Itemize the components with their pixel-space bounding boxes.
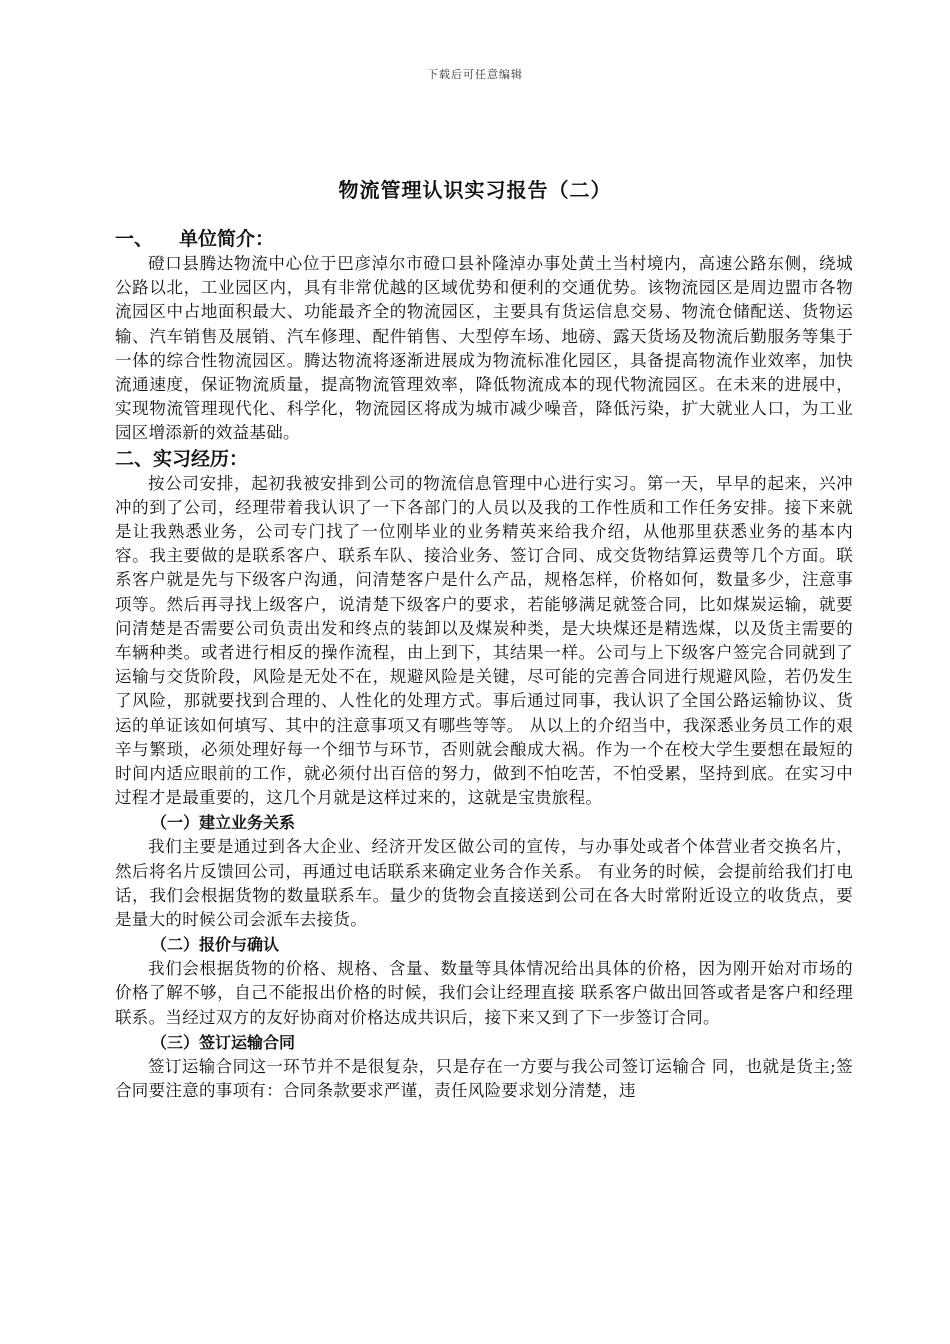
document-body <box>115 226 853 1103</box>
section-paragraph-internship: 按公司安排，起初我被安排到公司的物流信息管理中心进行实习。第一天，早早的起来，兴冲冲的到了公司，经理带着我认识了一下各部门的人员以及我的工作性质和工作任务安排。接下来就是让我熟悉业务，公司专门找了一位刚毕业的业务精英来给我介绍，从他那里获悉业务的基本内容。我主要做的是联系客户、联系车队、接洽业务、签订合同、成交货物结算运费等几个方面。联系客户就是先与下级客户沟通，问清楚客户是什么产品，规格怎样，价格如何，数量多少，注意事项等。然后再寻找上级客户，说清楚下级客户的要求，若能够满足就签合同，比如煤炭运输，就要问清楚是否需要公司负责出发和终点的装卸以及煤炭种类，是大块煤还是精选煤，以及货主需要的车辆种类。或者进行相反的操作流程，由上到下，其结果一样。公司与上下级客户签完合同就到了运输与交货阶段，风险是无处不在，规避风险是关键，尽可能的完善合同进行规避风险，若仍发生了风险，那就要找到合理的、人性化的处理方式。事后通过同事，我认识了全国公路运输协议、货运的单证该如何填写、其中的注意事项又有哪些等等。 从以上的介绍当中，我深悉业务员工作的艰辛与繁琐，必须处理好每一个细节与环节，否则就会酿成大祸。作为一个在校大学生要想在最短的时间内适应眼前的工作，就必须付出百倍的努力，做到不怕吃苦，不怕受累，坚持到底。在实习中过程才是最重要的，这几个月就是这样过来的，这就是宝贵旅程。 <box>115 473 853 808</box>
section-heading-unit-intro <box>115 226 853 252</box>
section-paragraph-unit-intro: 磴口县腾达物流中心位于巴彦淖尔市磴口县补隆淖办事处黄土当村境内，高速公路东侧，绕城公路以北，工业园区内，具有非常优越的区域优势和便利的交通优势。该物流园区是周边盟市各物流园区中占地面积最大、功能最齐全的物流园区，主要具有货运信息交易、物流仓储配送、货物运输、汽车销售及展销、汽车修理、配件销售、大型停车场、地磅、露天货场及物流后勤服务等集于一体的综合性物流园区。腾达物流将逐渐进展成为物流标准化园区，具备提高物流作业效率，加快流通速度，保证物流质量，提高物流管理效率，降低物流成本的现代物流园区。在未来的进展中，实现物流管理现代化、科学化，物流园区将成为城市减少噪音，降低污染，扩大就业人口，为工业园区增添新的效益基础。 <box>115 254 853 443</box>
subsection-heading-quotation: （二）报价与确认 <box>151 935 280 955</box>
subsection-heading-business-relations: （一）建立业务关系 <box>151 813 296 833</box>
document-title: 物流管理认识实习报告（二） <box>338 178 612 202</box>
section-number: 一、 <box>115 228 154 250</box>
header-note: 下载后可任意编辑 <box>427 68 523 81</box>
section-heading-internship: 二、实习经历： <box>115 447 249 470</box>
subsection-paragraph-business-relations: 我们主要是通过到各大企业、经济开发区做公司的宣传，与办事处或者个体营业者交换名片，然后将名片反馈回公司，再通过电话联系来确定业务合作关系。 有业务的时候，会提前给我们打电话，我们会根据货物的数量联系车。量少的货物会直接送到公司在各大时常附近设立的收货点，要是量大的时候公司会派车去接货。 <box>115 837 853 930</box>
subsection-paragraph-quotation: 我们会根据货物的价格、规格、含量、数量等具体情况给出具体的价格，因为刚开始对市场的价格了解不够，自己不能报出价格的时候，我们会让经理直接 联系客户做出回答或者是客户和经理联系。当经过双方的友好协商对价格达成共识后，接下来又到了下一步签订合同。 <box>115 959 853 1027</box>
section-title: 单位简介： <box>179 228 275 250</box>
subsection-heading-contract: （三）签订运输合同 <box>151 1032 296 1052</box>
subsection-paragraph-contract: 签订运输合同这一环节并不是很复杂，只是存在一方要与我公司签订运输合 同，也就是货主;签合同要注意的事项有：合同条款要求严谨，责任风险要求划分清楚，违 <box>115 1056 853 1101</box>
